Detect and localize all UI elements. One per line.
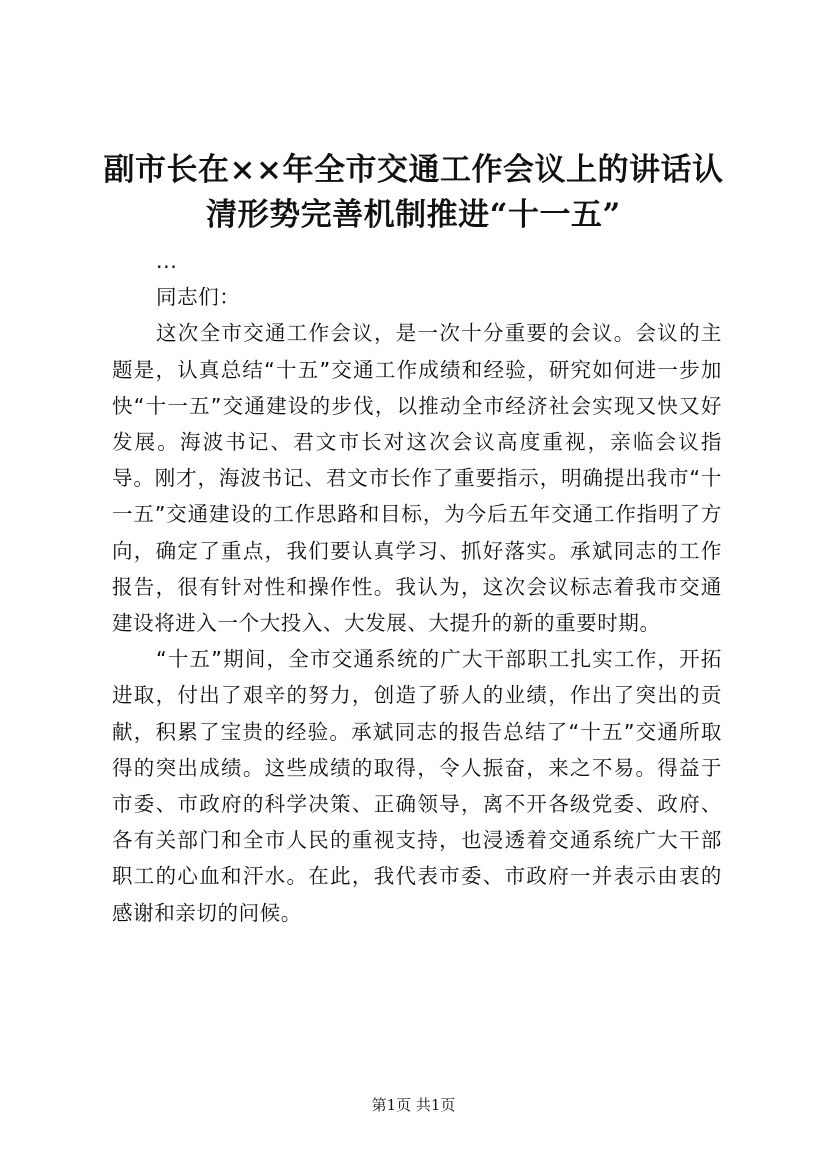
salutation: 同志们： [156, 285, 241, 310]
page-footer: 第1页 共1页 [371, 1096, 456, 1114]
title-line-2: 清形势完善机制推进“十一五” [206, 197, 621, 233]
paragraph-1: 这次全市交通工作会议，是一次十分重要的会议。会议的主题是，认真总结“十五”交通工作成绩和经验，研究如何进一步加快“十一五”交通建设的步伐，以推动全市经济社会实现又快又好发展。海波书记、君文市长对这次会议高度重视，亲临会议指导。刚才，海波书记、君文市长作了重要指示，明确提出我市“十一五”交通建设的工作思路和目标，为今后五年交通工作指明了方向，确定了重点，我们要认真学习、抓好落实。承斌同志的工作报告，很有针对性和操作性。我认为，这次会议标志着我市交通建设将进入一个大投入、大发展、大提升的新的重要时期。 [112, 321, 722, 636]
document-title [90, 148, 737, 238]
paragraph-2: “十五”期间，全市交通系统的广大干部职工扎实工作，开拓进取，付出了艰辛的努力，创造了骄人的业绩，作出了突出的贡献，积累了宝贵的经验。承斌同志的报告总结了“十五”交通所取得的突出成绩。这些成绩的取得，令人振奋，来之不易。得益于市委、市政府的科学决策、正确领导，离不开各级党委、政府、各有关部门和全市人民的重视支持，也浸透着交通系统广大干部职工的心血和汗水。在此，我代表市委、市政府一并表示由衷的感谢和亲切的问候。 [112, 647, 722, 925]
document-body [112, 243, 722, 931]
ellipsis-line: ... [156, 249, 178, 273]
title-line-1: 副市长在××年全市交通工作会议上的讲话认 [103, 152, 724, 188]
